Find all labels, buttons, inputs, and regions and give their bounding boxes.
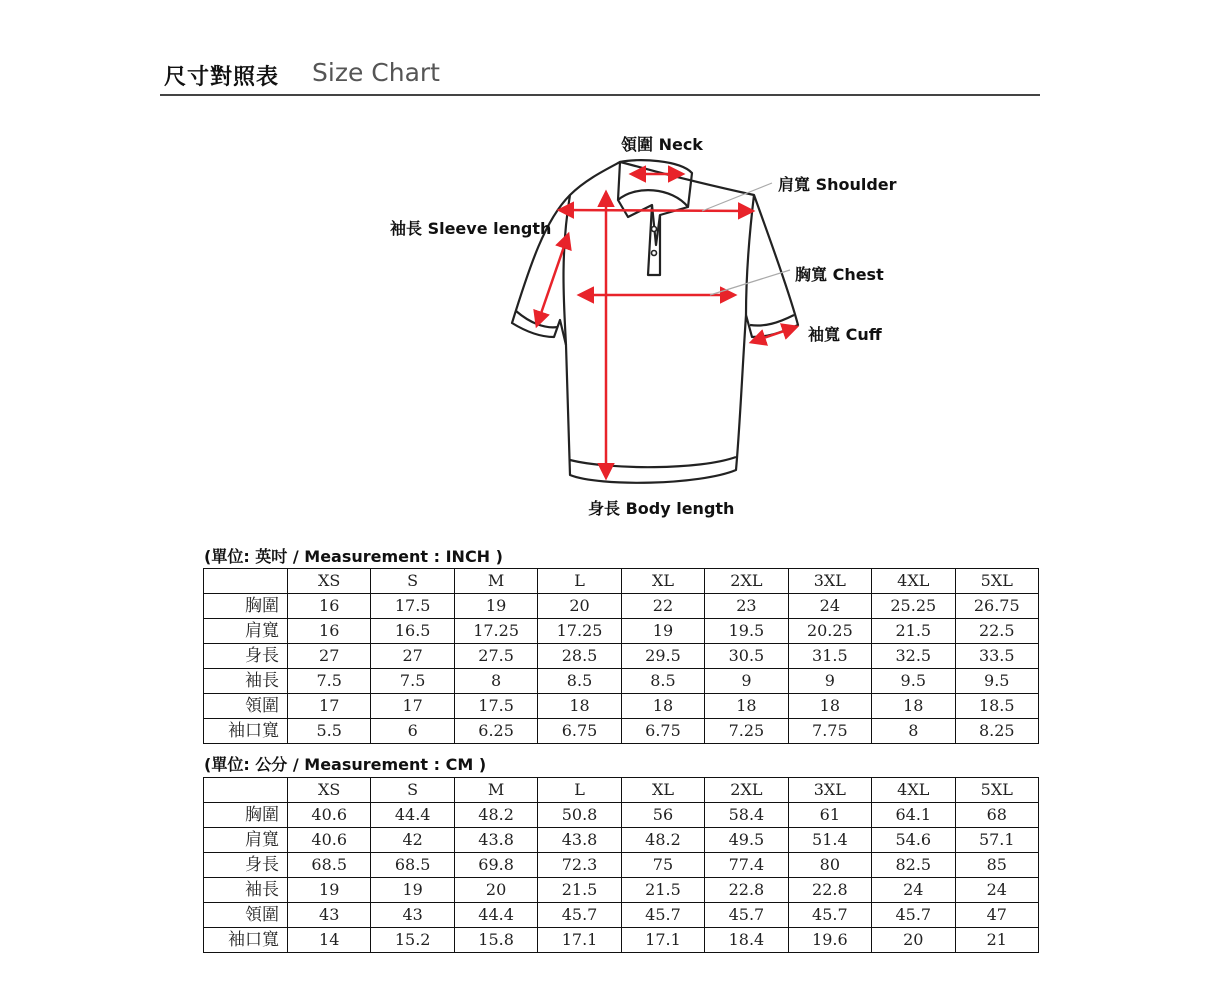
measurement-cell: 22.8: [705, 878, 788, 903]
measurement-cell: 17.25: [538, 619, 621, 644]
row-label-cell: 袖口寬: [204, 928, 288, 953]
measurement-cell: 22.5: [955, 619, 1039, 644]
measurement-cell: 68.5: [288, 853, 371, 878]
measurement-cell: 9: [705, 669, 788, 694]
measurement-cell: 48.2: [621, 828, 704, 853]
size-header-cell: S: [371, 778, 454, 803]
table-row: [204, 853, 1039, 878]
measurement-cell: 7.5: [288, 669, 371, 694]
table-corner-cell: [204, 569, 288, 594]
measurement-cell: 9: [788, 669, 871, 694]
measurement-cell: 72.3: [538, 853, 621, 878]
measurement-cell: 14: [288, 928, 371, 953]
measurement-cell: 7.25: [705, 719, 788, 744]
measurement-cell: 50.8: [538, 803, 621, 828]
measurement-cell: 19.6: [788, 928, 871, 953]
measurement-cell: 17: [288, 694, 371, 719]
measurement-cell: 82.5: [872, 853, 955, 878]
measurement-cell: 33.5: [955, 644, 1039, 669]
measurement-cell: 18.5: [955, 694, 1039, 719]
measurement-cell: 31.5: [788, 644, 871, 669]
size-header-cell: 5XL: [955, 569, 1039, 594]
measurement-cell: 19.5: [705, 619, 788, 644]
measurement-cell: 43.8: [538, 828, 621, 853]
size-header-cell: XL: [621, 569, 704, 594]
measurement-cell: 19: [454, 594, 537, 619]
measurement-cell: 32.5: [872, 644, 955, 669]
row-label-cell: 胸圍: [204, 594, 288, 619]
measurement-cell: 57.1: [955, 828, 1039, 853]
table-row: [204, 644, 1039, 669]
measurement-cell: 43: [288, 903, 371, 928]
measurement-cell: 43.8: [454, 828, 537, 853]
measurement-cell: 19: [288, 878, 371, 903]
measurement-cell: 25.25: [872, 594, 955, 619]
table-corner-cell: [204, 778, 288, 803]
measurement-cell: 47: [955, 903, 1039, 928]
table-row: [204, 878, 1039, 903]
measurement-cell: 16.5: [371, 619, 454, 644]
body-length-label: 身長 Body length: [588, 499, 735, 518]
measurement-cell: 22.8: [788, 878, 871, 903]
measurement-cell: 44.4: [371, 803, 454, 828]
measurement-cell: 27: [371, 644, 454, 669]
measurement-cell: 45.7: [872, 903, 955, 928]
measurement-cell: 6.75: [621, 719, 704, 744]
size-header-cell: XS: [288, 778, 371, 803]
measurement-cell: 18: [705, 694, 788, 719]
measurement-cell: 17.25: [454, 619, 537, 644]
measurement-cell: 27: [288, 644, 371, 669]
measurement-cell: 16: [288, 594, 371, 619]
measurement-cell: 17.5: [454, 694, 537, 719]
measurement-cell: 24: [872, 878, 955, 903]
measurement-cell: 45.7: [621, 903, 704, 928]
cuff-arrow: [752, 327, 796, 342]
size-chart-header: [160, 56, 1040, 96]
measurement-cell: 27.5: [454, 644, 537, 669]
measurement-cell: 5.5: [288, 719, 371, 744]
measurement-cell: 24: [955, 878, 1039, 903]
cm-table-title: (單位: 公分 / Measurement : CM ): [204, 755, 487, 774]
measurement-cell: 68.5: [371, 853, 454, 878]
measurement-cell: 42: [371, 828, 454, 853]
row-label-cell: 袖長: [204, 878, 288, 903]
measurement-cell: 58.4: [705, 803, 788, 828]
measurement-cell: 44.4: [454, 903, 537, 928]
measurement-cell: 21: [955, 928, 1039, 953]
measurement-cell: 28.5: [538, 644, 621, 669]
cuff-label: 袖寬 Cuff: [808, 325, 882, 344]
row-label-cell: 袖口寬: [204, 719, 288, 744]
neck-label: 領圍 Neck: [621, 135, 703, 154]
measurement-cell: 17: [371, 694, 454, 719]
measurement-cell: 54.6: [872, 828, 955, 853]
table-row: [204, 928, 1039, 953]
size-header-cell: S: [371, 569, 454, 594]
chest-label: 胸寬 Chest: [795, 265, 884, 284]
measurement-cell: 9.5: [872, 669, 955, 694]
measurement-cell: 7.5: [371, 669, 454, 694]
inch-table-title: (單位: 英吋 / Measurement : INCH ): [204, 547, 503, 566]
measurement-cell: 30.5: [705, 644, 788, 669]
table-row: [204, 694, 1039, 719]
measurement-cell: 8.5: [621, 669, 704, 694]
measurement-cell: 75: [621, 853, 704, 878]
measurement-cell: 26.75: [955, 594, 1039, 619]
measurement-cell: 45.7: [538, 903, 621, 928]
size-header-cell: XL: [621, 778, 704, 803]
measurement-cell: 20.25: [788, 619, 871, 644]
size-header-cell: XS: [288, 569, 371, 594]
measurement-cell: 80: [788, 853, 871, 878]
measurement-cell: 17.1: [621, 928, 704, 953]
measurement-cell: 21.5: [538, 878, 621, 903]
table-header-row: [204, 778, 1039, 803]
measurement-cell: 45.7: [788, 903, 871, 928]
size-header-cell: L: [538, 778, 621, 803]
measurement-cell: 85: [955, 853, 1039, 878]
measurement-cell: 6: [371, 719, 454, 744]
measurement-cell: 45.7: [705, 903, 788, 928]
measurement-cell: 18: [621, 694, 704, 719]
row-label-cell: 領圍: [204, 903, 288, 928]
polo-shirt-diagram: [380, 125, 820, 505]
measurement-cell: 40.6: [288, 828, 371, 853]
shoulder-arrow: [560, 210, 752, 211]
row-label-cell: 身長: [204, 644, 288, 669]
measurement-cell: 51.4: [788, 828, 871, 853]
table-header-row: [204, 569, 1039, 594]
measurement-cell: 24: [788, 594, 871, 619]
cm-size-table: [203, 777, 1039, 953]
measurement-cell: 6.25: [454, 719, 537, 744]
measurement-cell: 29.5: [621, 644, 704, 669]
measurement-cell: 18.4: [705, 928, 788, 953]
table-row: [204, 594, 1039, 619]
measurement-cell: 64.1: [872, 803, 955, 828]
measurement-cell: 49.5: [705, 828, 788, 853]
table-row: [204, 828, 1039, 853]
measurement-cell: 19: [371, 878, 454, 903]
row-label-cell: 胸圍: [204, 803, 288, 828]
shirt-outline: [512, 160, 798, 483]
measurement-cell: 77.4: [705, 853, 788, 878]
size-header-cell: 2XL: [705, 778, 788, 803]
measurement-cell: 16: [288, 619, 371, 644]
size-header-cell: 3XL: [788, 778, 871, 803]
table-row: [204, 619, 1039, 644]
measurement-cell: 43: [371, 903, 454, 928]
page-title-en: Size Chart: [312, 58, 440, 87]
row-label-cell: 袖長: [204, 669, 288, 694]
measurement-cell: 7.75: [788, 719, 871, 744]
measurement-cell: 8: [454, 669, 537, 694]
measurement-cell: 48.2: [454, 803, 537, 828]
page-title-zh: 尺寸對照表: [164, 65, 280, 90]
inch-size-table: [203, 568, 1039, 744]
measurement-cell: 18: [538, 694, 621, 719]
measurement-cell: 23: [705, 594, 788, 619]
measurement-cell: 19: [621, 619, 704, 644]
row-label-cell: 肩寬: [204, 619, 288, 644]
measurement-cell: 17.5: [371, 594, 454, 619]
measurement-cell: 8: [872, 719, 955, 744]
measurement-cell: 8.25: [955, 719, 1039, 744]
size-header-cell: 2XL: [705, 569, 788, 594]
measurement-cell: 18: [872, 694, 955, 719]
measurement-cell: 21.5: [872, 619, 955, 644]
measurement-cell: 20: [454, 878, 537, 903]
measurement-cell: 20: [872, 928, 955, 953]
row-label-cell: 領圍: [204, 694, 288, 719]
measurement-cell: 9.5: [955, 669, 1039, 694]
table-row: [204, 903, 1039, 928]
measurement-cell: 8.5: [538, 669, 621, 694]
measurement-cell: 18: [788, 694, 871, 719]
size-header-cell: 3XL: [788, 569, 871, 594]
sleeve-length-label: 袖長 Sleeve length: [390, 219, 552, 238]
measurement-cell: 15.8: [454, 928, 537, 953]
measurement-cell: 21.5: [621, 878, 704, 903]
measurement-cell: 17.1: [538, 928, 621, 953]
size-header-cell: 4XL: [872, 778, 955, 803]
size-header-cell: M: [454, 569, 537, 594]
measurement-cell: 40.6: [288, 803, 371, 828]
measurement-cell: 69.8: [454, 853, 537, 878]
size-header-cell: 5XL: [955, 778, 1039, 803]
measurement-cell: 15.2: [371, 928, 454, 953]
row-label-cell: 身長: [204, 853, 288, 878]
row-label-cell: 肩寬: [204, 828, 288, 853]
measurement-cell: 20: [538, 594, 621, 619]
table-row: [204, 719, 1039, 744]
measurement-cell: 22: [621, 594, 704, 619]
shoulder-label: 肩寬 Shoulder: [778, 175, 897, 194]
table-row: [204, 803, 1039, 828]
size-header-cell: L: [538, 569, 621, 594]
table-row: [204, 669, 1039, 694]
measurement-cell: 56: [621, 803, 704, 828]
size-header-cell: 4XL: [872, 569, 955, 594]
size-header-cell: M: [454, 778, 537, 803]
measurement-cell: 61: [788, 803, 871, 828]
measurement-cell: 68: [955, 803, 1039, 828]
measurement-cell: 6.75: [538, 719, 621, 744]
